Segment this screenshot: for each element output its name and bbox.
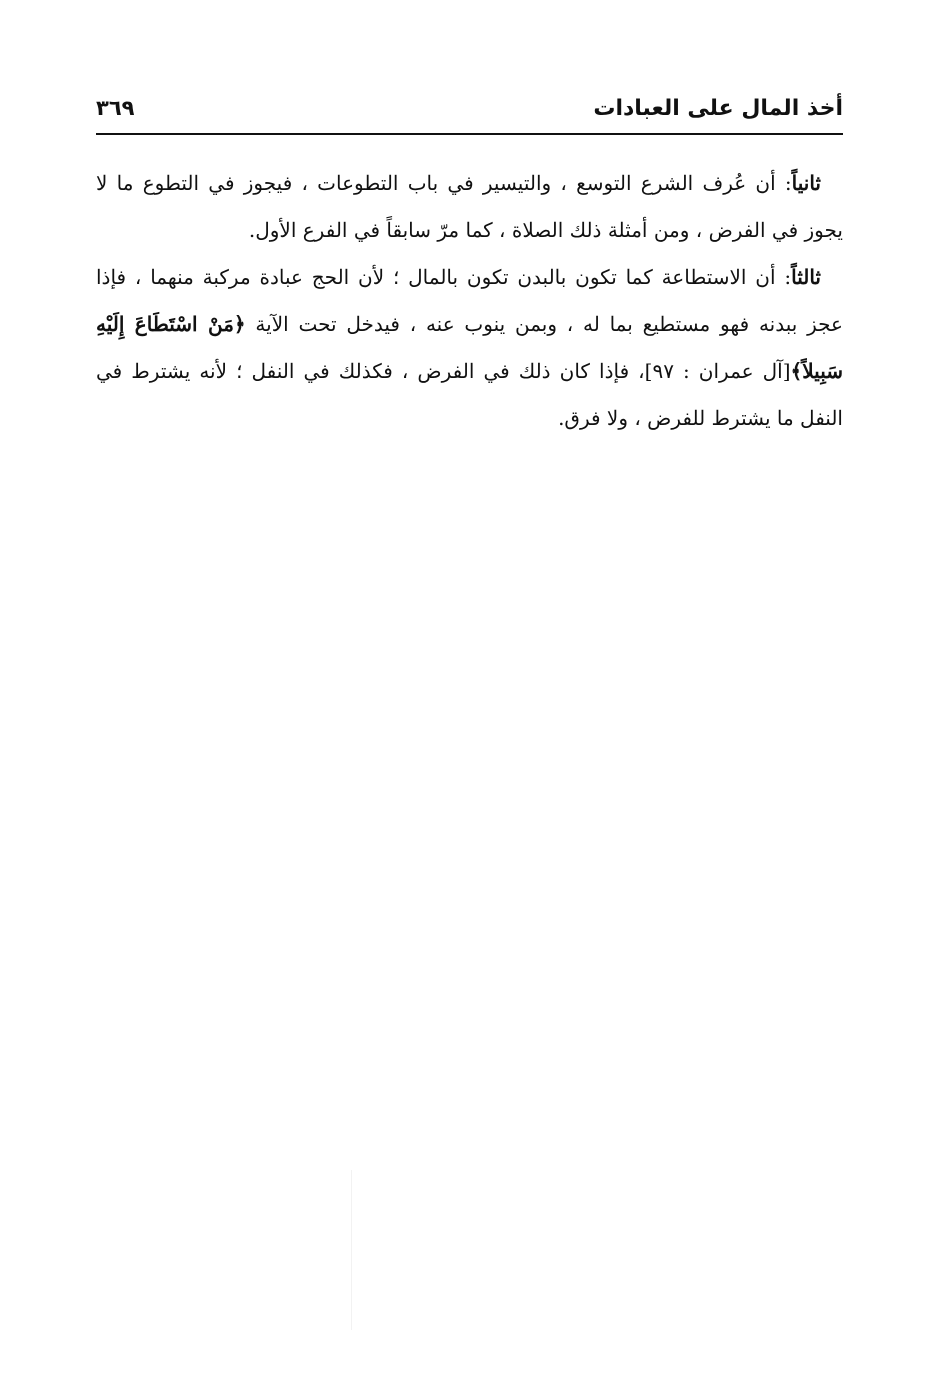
paragraph-lead: ثانياً: [791, 171, 821, 195]
body-text: [96, 160, 843, 442]
scan-artifact-line: [351, 1170, 352, 1330]
paragraph-second: [96, 160, 843, 254]
page-header: [96, 88, 843, 128]
header-rule: [96, 133, 843, 135]
paragraph-text-after-verse: [آل عمران : ٩٧]، فإذا كان ذلك في الفرض ، فكذلك في النفل ؛ لأنه يشترط في النفل ما يشترط للفرض ، ولا فرق.: [96, 359, 843, 430]
page-number: ٣٦٩: [96, 96, 135, 120]
paragraph-text: : أن عُرف الشرع التوسع ، والتيسير في باب التطوعات ، فيجوز في التطوع ما لا يجوز في الفرض ، ومن أمثلة ذلك الصلاة ، كما مرّ سابقاً في الفرع الأول.: [96, 171, 843, 242]
paragraph-lead: ثالثاً: [791, 265, 821, 289]
running-title: أخذ المال على العبادات: [593, 95, 843, 121]
quran-verse: ﴿مَنْ اسْتَطَاعَ إِلَيْهِ سَبِيلاً﴾: [96, 312, 843, 383]
paragraph-text: : أن الاستطاعة كما تكون بالبدن تكون بالمال ؛ لأن الحج عبادة مركبة منهما ، فإذا عجز ببدنه فهو مستطيع بما له ، وبمن ينوب عنه ، فيدخل تحت الآية: [96, 265, 843, 336]
paragraph-third: [96, 254, 843, 442]
